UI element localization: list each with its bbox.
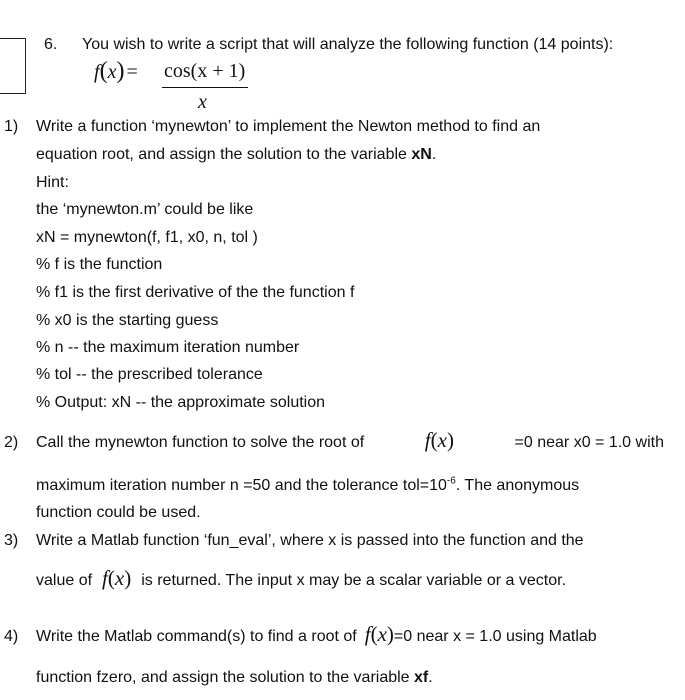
- fx-f: f: [424, 428, 431, 452]
- part4-line1: [36, 622, 664, 647]
- part2-label: 2): [4, 434, 19, 451]
- fx-expression: [102, 566, 131, 591]
- formula-f: f: [94, 61, 100, 83]
- part4-line2-post: .: [428, 669, 433, 686]
- part4-line1-post: =0 near x = 1.0 using Matlab: [393, 628, 597, 645]
- hint-line: % n -- the maximum iteration number: [36, 339, 300, 356]
- variable-xN: xN: [411, 146, 432, 163]
- formula-paren-open: (: [99, 58, 108, 84]
- fx-close: ): [124, 566, 132, 590]
- fx-x: x: [114, 566, 125, 590]
- fraction-bar: [162, 87, 248, 88]
- fx-x: x: [377, 622, 387, 646]
- part2-line2-pre: maximum iteration number n =50 and the tolerance tol=10: [36, 477, 447, 494]
- fx-expression: [425, 428, 454, 453]
- fx-close: ): [446, 428, 454, 452]
- part4-line2: [36, 669, 433, 687]
- fx-expression: [365, 622, 394, 647]
- part1-label: 1): [4, 118, 19, 135]
- part3-line2: [36, 566, 566, 591]
- hint-line: % f is the function: [36, 256, 163, 273]
- formula-denominator: x: [198, 91, 207, 113]
- formula-paren-close: ): [116, 58, 125, 84]
- variable-xf: xf: [414, 669, 429, 686]
- part4-line2-pre: function fzero, and assign the solution to the variable: [36, 669, 415, 686]
- hint-line: % tol -- the prescribed tolerance: [36, 366, 263, 383]
- part2-line2-post: . The anonymous: [455, 477, 580, 494]
- hint-line: the ‘mynewton.m’ could be like: [36, 201, 254, 218]
- hint-line: xN = mynewton(f, f1, x0, n, tol ): [36, 229, 258, 246]
- part1-line2-text: equation root, and assign the solution to the variable: [36, 146, 412, 163]
- fx-x: x: [437, 428, 447, 452]
- fx-f: f: [364, 622, 371, 646]
- part4-line1-pre: Write the Matlab command(s) to find a root of: [36, 628, 357, 645]
- function-formula: [94, 58, 138, 85]
- hint-line: % Output: xN -- the approximate solution: [36, 394, 326, 411]
- fx-close: ): [386, 622, 394, 646]
- fx-open: (: [430, 428, 438, 452]
- fx-open: (: [370, 622, 378, 646]
- question-number: 6.: [44, 36, 58, 53]
- fx-open: (: [107, 566, 115, 590]
- part3-line1: Write a Matlab function ‘fun_eval’, where x is passed into the function and the: [36, 532, 584, 549]
- part3-line2-pre: value of: [36, 572, 93, 589]
- part2-line2-text: [36, 477, 579, 495]
- formula-equals: =: [126, 61, 138, 83]
- part2-line1: [36, 428, 664, 453]
- part1-line2-end: .: [431, 146, 437, 163]
- part1-line1: Write a function ‘mynewton’ to implement the Newton method to find an: [36, 118, 541, 135]
- part2-line1-text: Call the mynewton function to solve the root of: [36, 434, 365, 451]
- part2-line1-end: =0 near x0 = 1.0 with: [514, 434, 664, 451]
- part2-line3: function could be used.: [36, 504, 201, 521]
- question-title: You wish to write a script that will analyze the following function (14 points):: [82, 36, 614, 53]
- part2-line2: [36, 477, 664, 495]
- answer-box: [0, 38, 26, 94]
- part1-line2: [36, 146, 436, 164]
- part3-label: 3): [4, 532, 19, 549]
- hint-line: % x0 is the starting guess: [36, 312, 219, 329]
- part4-label: 4): [4, 628, 19, 645]
- formula-numerator: cos(x + 1): [164, 60, 246, 82]
- hint-line: Hint:: [36, 174, 69, 191]
- fx-f: f: [102, 566, 108, 590]
- exponent: -6: [446, 475, 456, 487]
- formula-x: x: [107, 61, 117, 83]
- part3-line2-post: is returned. The input x may be a scalar variable or a vector.: [141, 572, 567, 589]
- hint-line: % f1 is the first derivative of the the function f: [36, 284, 355, 301]
